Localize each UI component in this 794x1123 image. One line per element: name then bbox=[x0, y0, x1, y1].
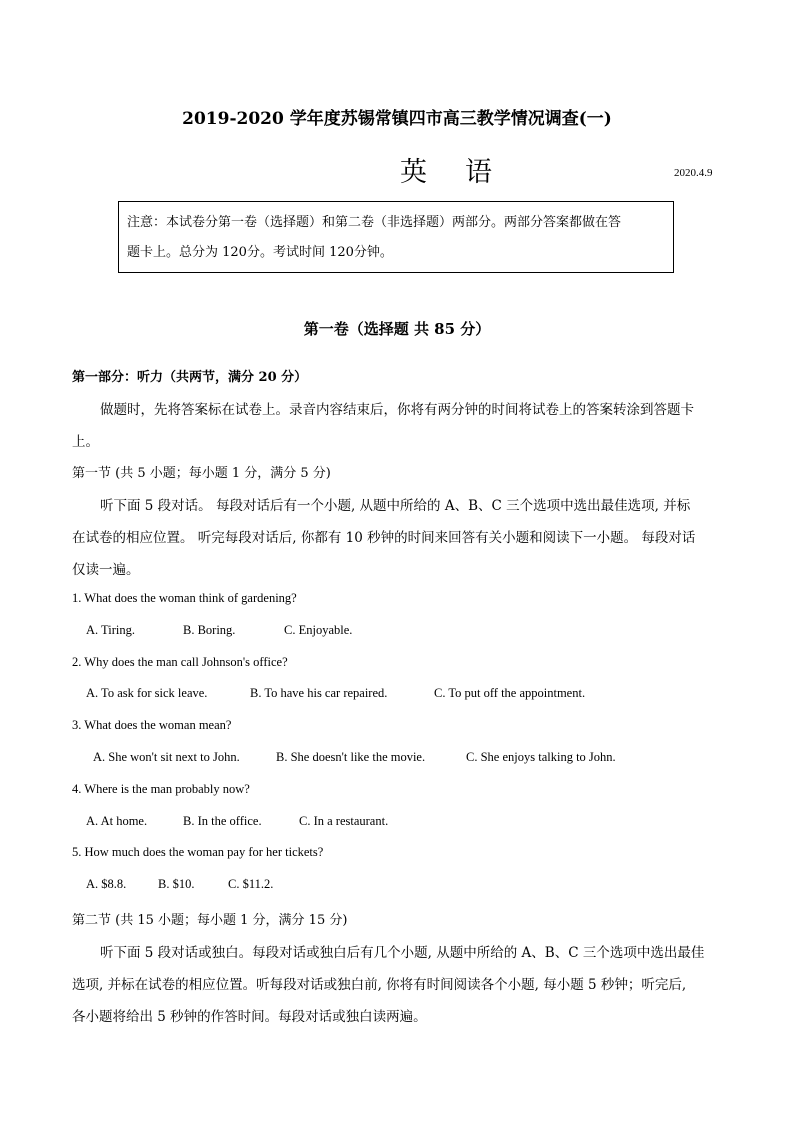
part1-heading: 第一部分：听力（共两节，满分 20 分） bbox=[72, 370, 308, 385]
exam-date: 2020.4.9 bbox=[674, 167, 713, 179]
section2-heading: 第二节 (共 15 小题；每小题 1 分，满分 15 分) bbox=[72, 913, 348, 928]
part1-intro-line-1: 做题时，先将答案标在试卷上。录音内容结束后，你将有两分钟的时间将试卷上的答案转涂到答题卡 bbox=[100, 402, 694, 418]
notice-line-1: 注意：本试卷分第一卷（选择题）和第二卷（非选择题）两部分。两部分答案都做在答 bbox=[127, 215, 622, 230]
q4-option-a: A. At home. bbox=[86, 814, 148, 828]
q2-option-b: B. To have his car repaired. bbox=[250, 686, 388, 700]
q2-option-a: A. To ask for sick leave. bbox=[86, 686, 208, 700]
section1-instr-line-2: 在试卷的相应位置。 听完每段对话后, 你都有 10 秒钟的时间来回答有关小题和阅读下一小题。 每段对话 bbox=[72, 530, 696, 546]
section1-instr-line-3: 仅读一遍。 bbox=[72, 562, 140, 578]
section2-instr-line-3: 各小题将给出 5 秒钟的作答时间。每段对话或独白读两遍。 bbox=[72, 1009, 427, 1025]
q4-option-c: C. In a restaurant. bbox=[299, 814, 389, 828]
q4-option-b: B. In the office. bbox=[183, 814, 262, 828]
question-3: 3. What does the woman mean? bbox=[72, 718, 232, 732]
q5-option-a: A. $8.8. bbox=[86, 877, 127, 891]
question-2: 2. Why does the man call Johnson's office? bbox=[72, 655, 288, 669]
section1-instr-line-1: 听下面 5 段对话。 每段对话后有一个小题, 从题中所给的 A、B、C 三个选项中选出最佳选项, 并标 bbox=[100, 498, 691, 514]
q5-option-c: C. $11.2. bbox=[228, 877, 274, 891]
section2-instr-line-1: 听下面 5 段对话或独白。每段对话或独白后有几个小题, 从题中所给的 A、B、C 三个选项中选出最佳 bbox=[100, 945, 705, 961]
q5-option-b: B. $10. bbox=[158, 877, 195, 891]
q1-option-c: C. Enjoyable. bbox=[284, 623, 353, 637]
part1-intro-line-2: 上。 bbox=[72, 434, 99, 450]
subject-title: 英语 bbox=[400, 157, 530, 188]
question-5: 5. How much does the woman pay for her tickets? bbox=[72, 845, 324, 859]
q2-option-c: C. To put off the appointment. bbox=[434, 686, 586, 700]
question-4: 4. Where is the man probably now? bbox=[72, 782, 250, 796]
question-1: 1. What does the woman think of gardening? bbox=[72, 591, 297, 605]
q3-option-a: A. She won't sit next to John. bbox=[93, 750, 240, 764]
q3-option-c: C. She enjoys talking to John. bbox=[466, 750, 616, 764]
q1-option-a: A. Tiring. bbox=[86, 623, 135, 637]
q3-option-b: B. She doesn't like the movie. bbox=[276, 750, 426, 764]
notice-line-2: 题卡上。总分为 120分。考试时间 120分钟。 bbox=[127, 245, 393, 260]
exam-title: 2019-2020 学年度苏锡常镇四市高三教学情况调查(一) bbox=[182, 109, 612, 129]
q1-option-b: B. Boring. bbox=[183, 623, 236, 637]
section1-heading: 第一节 (共 5 小题；每小题 1 分，满分 5 分) bbox=[72, 466, 331, 481]
volume-title: 第一卷（选择题 共 85 分） bbox=[303, 320, 491, 338]
notice-box bbox=[118, 201, 674, 273]
section2-instr-line-2: 选项, 并标在试卷的相应位置。听每段对话或独白前, 你将有时间阅读各个小题, 每小题 5 秒钟；听完后, bbox=[72, 977, 687, 993]
